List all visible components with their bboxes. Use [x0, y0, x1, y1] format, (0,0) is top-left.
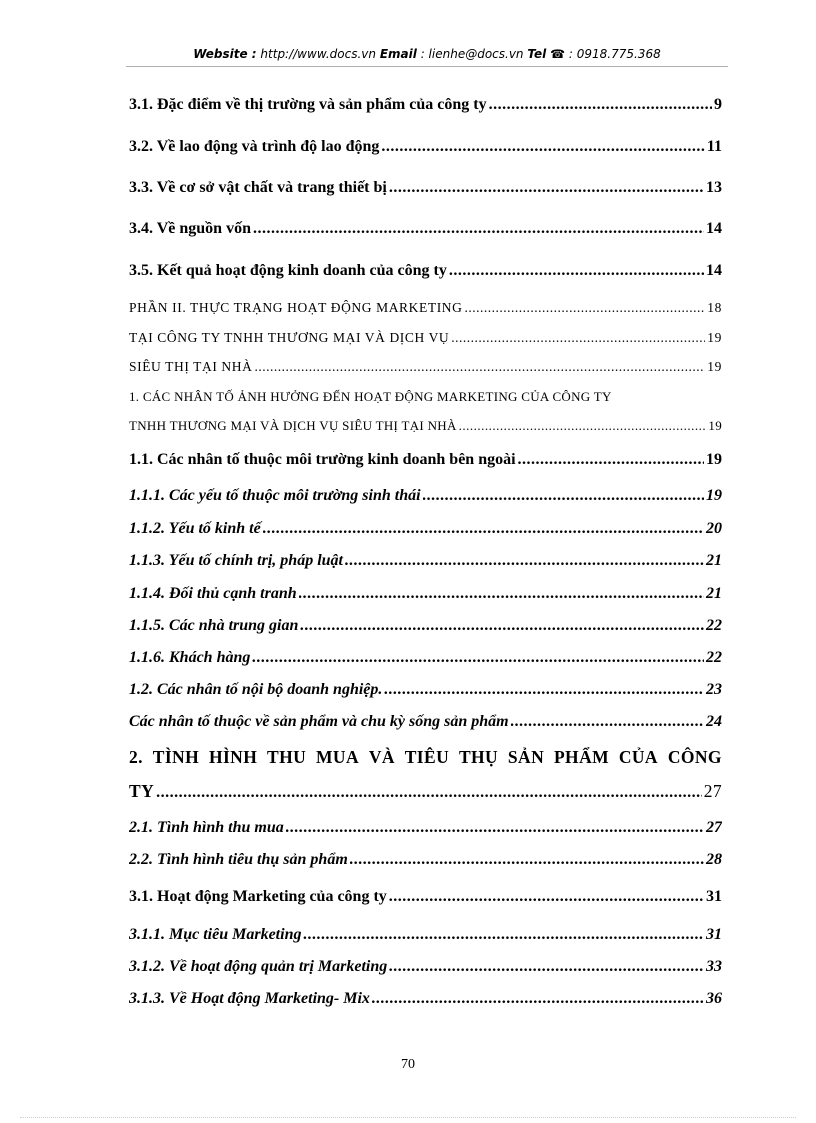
toc-entry: [129, 990, 722, 1008]
toc-entry-title: PHẦN II. THỰC TRẠNG HOẠT ĐỘNG MARKETING: [129, 300, 463, 315]
toc-entry-page: 21: [706, 552, 722, 569]
toc-entry-page: 23: [706, 681, 722, 698]
phone-icon: ☎: [550, 47, 566, 61]
toc-entry-page: 14: [706, 220, 722, 237]
email-value[interactable]: : lienhe@docs.vn: [420, 47, 524, 61]
toc-entry: [129, 851, 722, 869]
toc-entry: [129, 359, 722, 375]
toc-entry-title: 3.4. Về nguồn vốn: [129, 220, 251, 237]
toc-entry-page: 22: [706, 649, 722, 666]
toc-entry: [129, 220, 722, 238]
toc-entry-page: 27: [706, 819, 722, 836]
toc-entry-title: 3.1. Đặc điểm về thị trường và sản phẩm của công ty: [129, 96, 487, 113]
toc-entry-title: TẠI CÔNG TY TNHH THƯƠNG MẠI VÀ DỊCH VỤ: [129, 330, 450, 345]
toc-entry-page: 22: [706, 617, 722, 634]
page-header: [126, 47, 728, 61]
toc-entry-title: 3.3. Về cơ sở vật chất và trang thiết bị: [129, 179, 387, 196]
toc-entry-title: 3.5. Kết quả hoạt động kinh doanh của công ty: [129, 262, 447, 279]
toc-entry-page: 14: [706, 262, 722, 279]
toc-entry-title: TNHH THƯƠNG MẠI VÀ DỊCH VỤ SIÊU THỊ TẠI NHÀ: [129, 418, 457, 433]
toc-entry: [129, 888, 722, 906]
toc-entry-page: 11: [706, 138, 722, 155]
website-label: Website :: [193, 47, 257, 61]
toc-entry: [129, 958, 722, 976]
toc-entry-page: 19: [708, 418, 722, 433]
toc-entry-line: 2. TÌNH HÌNH THU MUA VÀ TIÊU THỤ SẢN PHẨM CỦA CÔNG: [129, 747, 722, 767]
toc-entry-page: 36: [706, 990, 722, 1007]
toc-entry: [129, 649, 722, 667]
toc-entry-line: 1. CÁC NHÂN TỐ ẢNH HƯỞNG ĐẾN HOẠT ĐỘNG MARKETING CỦA CÔNG TY: [129, 389, 612, 404]
toc-entry: [129, 819, 722, 837]
toc-entry: [129, 179, 722, 197]
toc-entry-title: 2.2. Tình hình tiêu thụ sản phẩm: [129, 851, 348, 868]
toc-entry: [129, 552, 722, 570]
website-url[interactable]: http://www.docs.vn: [260, 47, 377, 61]
toc-entry-title: 2.1. Tình hình thu mua: [129, 819, 284, 836]
toc-entry: [129, 520, 722, 538]
toc-entry: [129, 487, 722, 505]
toc-entry: [129, 585, 722, 603]
toc-entry: [129, 138, 722, 156]
toc-entry: [129, 300, 722, 316]
tel-value: : 0918.775.368: [568, 47, 661, 61]
toc-entry-page: 27: [703, 781, 722, 801]
page-number: 70: [401, 1057, 415, 1072]
toc-entry-title: 1.1.6. Khách hàng: [129, 649, 251, 666]
toc-entry-page: 31: [706, 926, 722, 943]
email-label: Email: [379, 47, 417, 61]
toc-entry: [129, 781, 722, 802]
toc-entry: [129, 617, 722, 635]
toc-entry: [129, 926, 722, 944]
toc-entry-page: 19: [707, 359, 722, 374]
toc-entry: [129, 96, 722, 114]
toc-entry-page: 19: [706, 451, 722, 468]
page-border: [20, 1117, 796, 1118]
toc-entry-title: 1.1.2. Yếu tố kinh tế: [129, 520, 261, 537]
toc-entry-page: 19: [707, 330, 722, 345]
toc-entry-title: 3.1.2. Về hoạt động quản trị Marketing: [129, 958, 388, 975]
toc-entry-page: 13: [706, 179, 722, 196]
toc-entry-page: 28: [706, 851, 722, 868]
toc-entry-page: 20: [706, 520, 722, 537]
toc-entry-page: 19: [706, 487, 722, 504]
toc-entry-title: 1.1.4. Đối thủ cạnh tranh: [129, 585, 297, 602]
toc-entry-page: 18: [707, 300, 722, 315]
toc-entry-title: Các nhân tố thuộc về sản phẩm và chu kỳ sống sản phẩm: [129, 713, 509, 730]
toc-entry: [129, 330, 722, 346]
toc-entry-page: 24: [706, 713, 722, 730]
toc-entry-title: 1.1.1. Các yếu tố thuộc môi trường sinh thái: [129, 487, 421, 504]
toc-entry-title: 1.1.5. Các nhà trung gian: [129, 617, 299, 634]
toc-entry-title: 1.1.3. Yếu tố chính trị, pháp luật: [129, 552, 343, 569]
toc-entry-title: 1.1. Các nhân tố thuộc môi trường kinh doanh bên ngoài: [129, 451, 516, 468]
toc-entry: [129, 681, 722, 699]
tel-label: Tel: [527, 47, 547, 61]
toc-entry: [129, 262, 722, 280]
toc-entry-page: 9: [714, 96, 722, 113]
toc-entry-title: 3.1.3. Về Hoạt động Marketing- Mix: [129, 990, 370, 1007]
toc-entry: [129, 451, 722, 469]
toc-entry: [129, 713, 722, 731]
header-rule: [126, 66, 728, 67]
toc-entry-title: 3.1.1. Mục tiêu Marketing: [129, 926, 302, 943]
toc-entry-title: 3.2. Về lao động và trình độ lao động: [129, 138, 380, 155]
toc-entry-page: 31: [706, 888, 722, 905]
toc-entry-title: SIÊU THỊ TẠI NHÀ: [129, 359, 253, 374]
toc-entry-page: 21: [706, 585, 722, 602]
toc-entry-title: TY: [129, 781, 155, 801]
toc-entry-title: 3.1. Hoạt động Marketing của công ty: [129, 888, 387, 905]
toc-entry-title: 1.2. Các nhân tố nội bộ doanh nghiệp.: [129, 681, 383, 698]
toc-entry: [129, 418, 722, 434]
toc-entry-page: 33: [706, 958, 722, 975]
